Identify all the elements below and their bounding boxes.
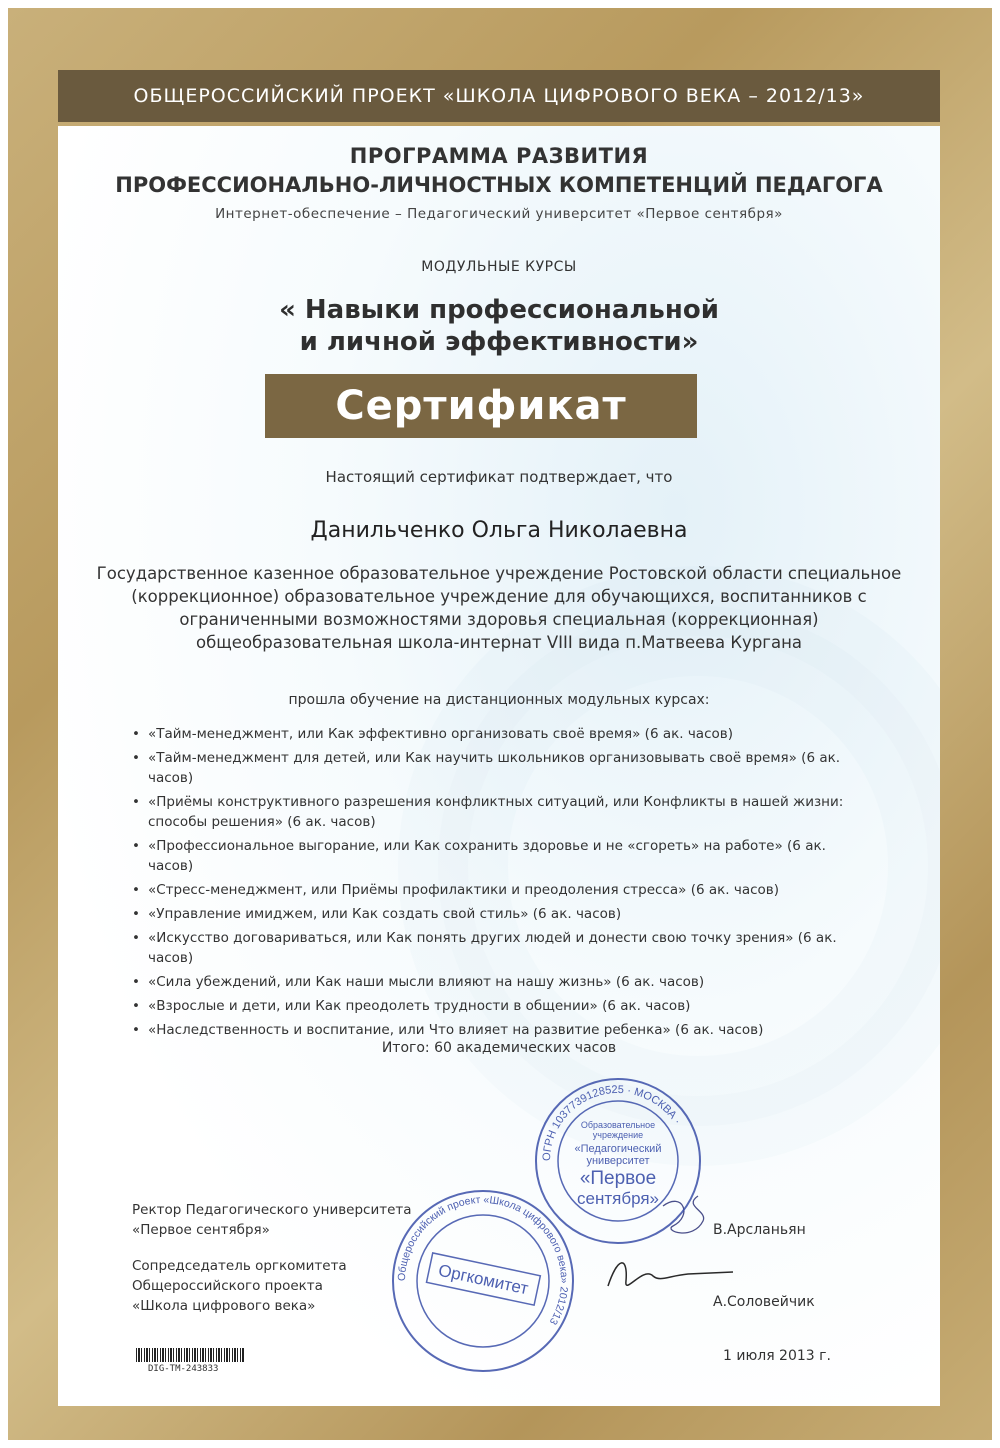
certificate-heading: Сертификат: [265, 374, 697, 438]
barcode-text: DIG-TM-243833: [148, 1364, 219, 1374]
university-stamp-line6: сентября»: [577, 1189, 659, 1208]
cochair-title-line2: Общероссийского проекта: [132, 1278, 323, 1294]
list-item: • «Тайм-менеджмент, или Как эффективно организовать своё время» (6 ак. часов): [148, 724, 868, 744]
orgcommittee-stamp-center: Оргкомитет: [436, 1260, 530, 1299]
course-title: [58, 294, 940, 358]
certificate-panel: [58, 126, 940, 1406]
list-item: • «Тайм-менеджмент для детей, или Как научить школьников организовывать своё время» (6 ак. часов): [148, 748, 868, 788]
rector-title-line1: Ректор Педагогического университета: [132, 1202, 412, 1218]
trained-text: прошла обучение на дистанционных модульных курсах:: [288, 692, 710, 708]
course-list: [130, 724, 868, 1044]
issue-date: 1 июля 2013 г.: [723, 1348, 831, 1364]
cochair-name: А.Соловейчик: [713, 1294, 815, 1310]
university-stamp-line3: «Педагогический: [574, 1143, 662, 1155]
cochair-title-line3: «Школа цифрового века»: [132, 1298, 316, 1314]
university-stamp-ring: ОГРН 1037739128525 · МОСКВА ·: [540, 1083, 684, 1162]
list-item: • «Сила убеждений, или Как наши мысли влияют на нашу жизнь» (6 ак. часов): [148, 972, 868, 992]
list-item: • «Профессиональное выгорание, или Как сохранить здоровье и не «сгореть» на работе» (6 ак. часов): [148, 836, 868, 876]
barcode-icon: [136, 1348, 244, 1362]
stamps: [388, 1076, 728, 1376]
university-stamp-line2: учреждение: [592, 1130, 644, 1140]
modular-courses-label: МОДУЛЬНЫЕ КУРСЫ: [421, 259, 577, 275]
university-stamp-line4: университет: [586, 1155, 650, 1167]
university-stamp-line5: «Первое: [579, 1168, 657, 1189]
organization-text: Государственное казенное образовательное учреждение Ростовской области специальное (коррекционное) образовательное учреждение для обучающихся, воспитанников с ограниченными возможностями здоровья специальная (коррекционная) общеобразовательная школа-интернат VIII вида п.Матвеева Кургана: [96, 564, 902, 652]
program-title-line2: ПРОФЕССИОНАЛЬНО-ЛИЧНОСТНЫХ КОМПЕТЕНЦИЙ ПЕДАГОГА: [115, 173, 883, 197]
program-subtitle: Интернет-обеспечение – Педагогический университет «Первое сентября»: [215, 206, 783, 222]
list-item: • «Наследственность и воспитание, или Что влияет на развитие ребенка» (6 ак. часов): [148, 1020, 868, 1040]
orgcommittee-stamp-ring: Общероссийский проект «Школа цифрового века» 2012/13: [395, 1193, 571, 1327]
project-band: ОБЩЕРОССИЙСКИЙ ПРОЕКТ «ШКОЛА ЦИФРОВОГО ВЕКА – 2012/13»: [58, 70, 940, 122]
list-item: • «Управление имиджем, или Как создать свой стиль» (6 ак. часов): [148, 904, 868, 924]
university-stamp-line1: Образовательное: [580, 1120, 656, 1130]
list-item: • «Взрослые и дети, или Как преодолеть трудности в общении» (6 ак. часов): [148, 996, 868, 1016]
total-hours: Итого: 60 академических часов: [381, 1040, 617, 1056]
list-item: • «Искусство договариваться, или Как понять других людей и донести свою точку зрения» (6 ак. часов): [148, 928, 868, 968]
list-item: • «Приёмы конструктивного разрешения конфликтных ситуаций, или Конфликты в нашей жизни: способы решения» (6 ак. часов): [148, 792, 868, 832]
list-item: • «Стресс-менеджмент, или Приёмы профилактики и преодоления стресса» (6 ак. часов): [148, 880, 868, 900]
program-title-line1: ПРОГРАММА РАЗВИТИЯ: [349, 144, 649, 168]
cochair-title-line1: Сопредседатель оргкомитета: [132, 1258, 347, 1274]
rector-title: [132, 1200, 412, 1240]
course-title-line1: « Навыки профессиональной: [279, 295, 719, 325]
recipient-name: Данильченко Ольга Николаевна: [310, 518, 688, 543]
rector-title-line2: «Первое сентября»: [132, 1222, 270, 1238]
course-title-line2: и личной эффективности»: [299, 327, 699, 357]
confirms-text: Настоящий сертификат подтверждает, что: [325, 468, 673, 486]
cochair-title: [132, 1256, 347, 1316]
rector-name: В.Арсланьян: [713, 1222, 806, 1238]
